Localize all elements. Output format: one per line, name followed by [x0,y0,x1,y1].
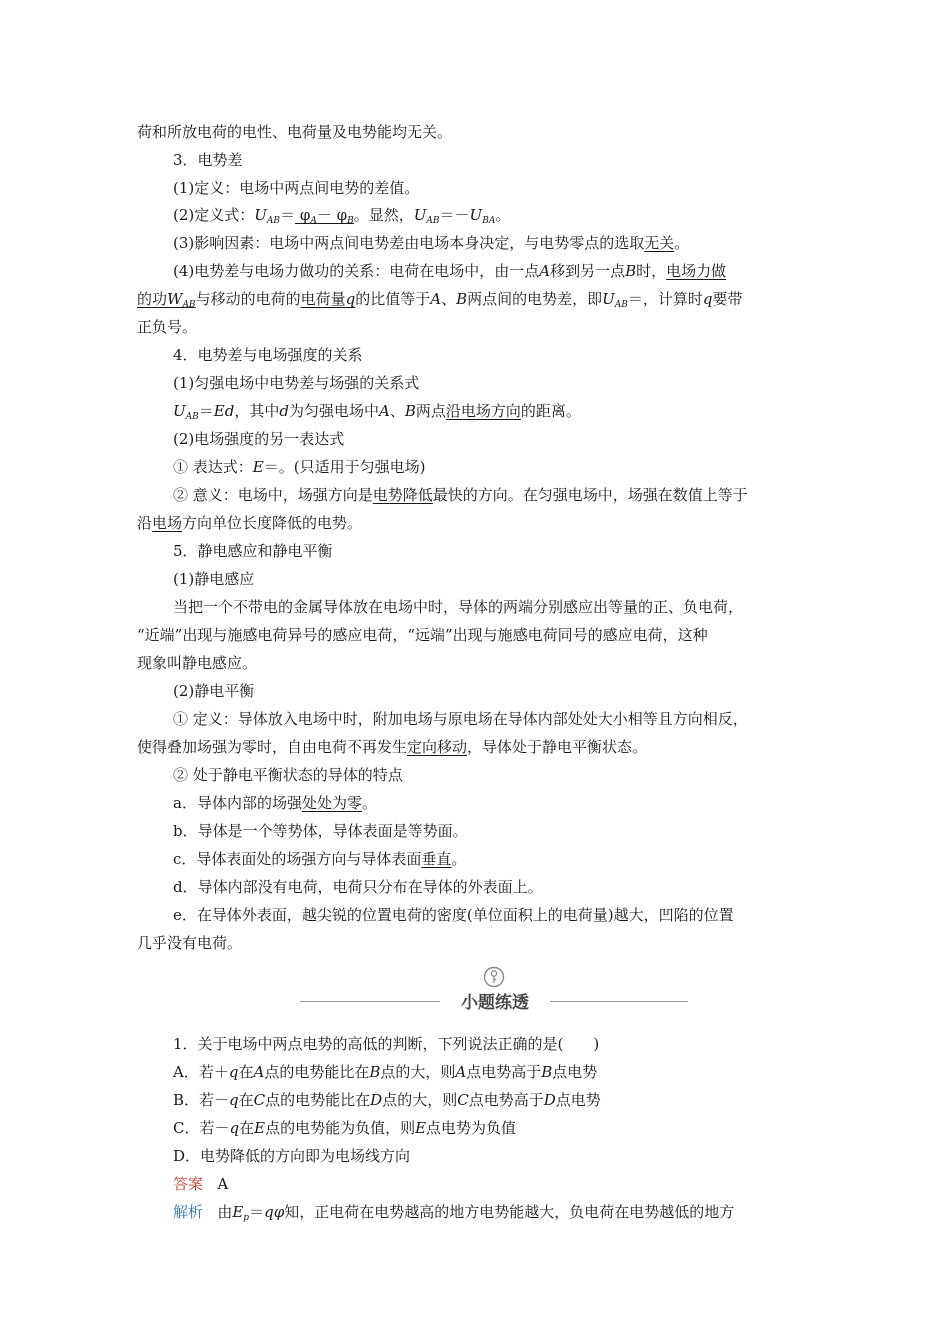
text-line: (1)静电感应 [173,570,255,588]
option-a: A．若＋q在A点的电势能比在B点的大，则A点电势高于B点电势 [173,1063,598,1081]
text-line: 的功$W_{AB}$与移动的电荷的电荷量q的比值等于A、B两点间的电势差，即$U_{AB}=$，计算时q要带 [137,290,743,310]
text-line: 正负号。 [137,318,198,336]
section-heading: 4．电势差与电场强度的关系 [173,346,363,364]
text-line: (1)匀强电场中电势差与场强的关系式 [173,374,420,392]
banner-rule-right [550,1001,688,1002]
text-line: 现象叫静电感应。 [137,654,258,672]
text-line: b．导体是一个等势体，导体表面是等势面。 [173,822,468,840]
answer-line [173,1173,228,1195]
banner-rule-left [300,1001,440,1002]
option-b: B．若－q在C点的电势能比在D点的大，则C点电势高于D点电势 [173,1091,601,1109]
section-heading: 3．电势差 [173,151,243,169]
answer-value: A [217,1175,229,1193]
text-line: 当把一个不带电的金属导体放在电场中时，导体的两端分别感应出等量的正、负电荷， [173,598,744,616]
option-c: C．若－q在E点的电势能为负值，则E点电势为负值 [173,1119,517,1137]
answer-label: 答案 [173,1175,204,1193]
text-line: 荷和所放电荷的电性、电荷量及电势能均无关。 [137,123,453,141]
question-stem: 1．关于电场中两点电势的高低的判断，下列说法正确的是( ) [173,1035,600,1053]
analysis-line: 解析 由$E_p=q\varphi$知，正电荷在电势越高的地方电势能越大，负电荷在电势越低的地方 [173,1203,735,1223]
formula-line: $U_{AB}=Ed$，其中d为匀强电场中A、B两点沿电场方向的距离。 [173,402,581,422]
text-line: 使得叠加场强为零时，自由电荷不再发生定向移动，导体处于静电平衡状态。 [137,738,648,756]
option-d: D．电势降低的方向即为电场线方向 [173,1147,411,1165]
section-heading: 5．静电感应和静电平衡 [173,542,333,560]
text-line: (1)定义：电场中两点间电势的差值。 [173,179,420,197]
text-line: (2)电场强度的另一表达式 [173,430,345,448]
text-line: ② 处于静电平衡状态的导体的特点 [173,766,403,784]
text-line: “近端”出现与施感电荷异号的感应电荷，“远端”出现与施感电荷同号的感应电荷，这种 [137,626,708,644]
formula-line: (2)定义式：$U_{AB}= \varphi_A- \varphi_B$。显然，$U_{AB}=-U_{BA}$。 [173,206,511,226]
text-line: e．在导体外表面，越尖锐的位置电荷的密度(单位面积上的电荷量)越大，凹陷的位置 [173,906,734,924]
text-line: (3)影响因素：电场中两点间电势差由电场本身决定，与电势零点的选取无关。 [173,234,690,252]
analysis-label: 解析 [173,1203,204,1221]
text-line: ② 意义：电场中，场强方向是电势降低最快的方向。在匀强电场中，场强在数值上等于 [173,486,748,504]
text-line: 沿电场方向单位长度降低的电势。 [137,514,363,532]
text-line: a．导体内部的场强处处为零。 [173,794,377,812]
text-line: (4)电势差与电场力做功的关系：电荷在电场中，由一点A移到另一点B时，电场力做 [173,262,727,280]
section-banner [300,966,690,1016]
text-line: 几乎没有电荷。 [137,934,243,952]
text-line: d．导体内部没有电荷，电荷只分布在导体的外表面上。 [173,878,543,896]
text-line: (2)静电平衡 [173,682,255,700]
text-line: c．导体表面处的场强方向与导体表面垂直。 [173,850,467,868]
text-line: ① 表达式：E＝。(只适用于匀强电场) [173,458,426,476]
text-line: ① 定义：导体放入电场中时，附加电场与原电场在导体内部处处大小相等且方向相反， [173,710,748,728]
section-title: 小题练透 [461,993,529,1013]
key-icon [483,966,505,988]
